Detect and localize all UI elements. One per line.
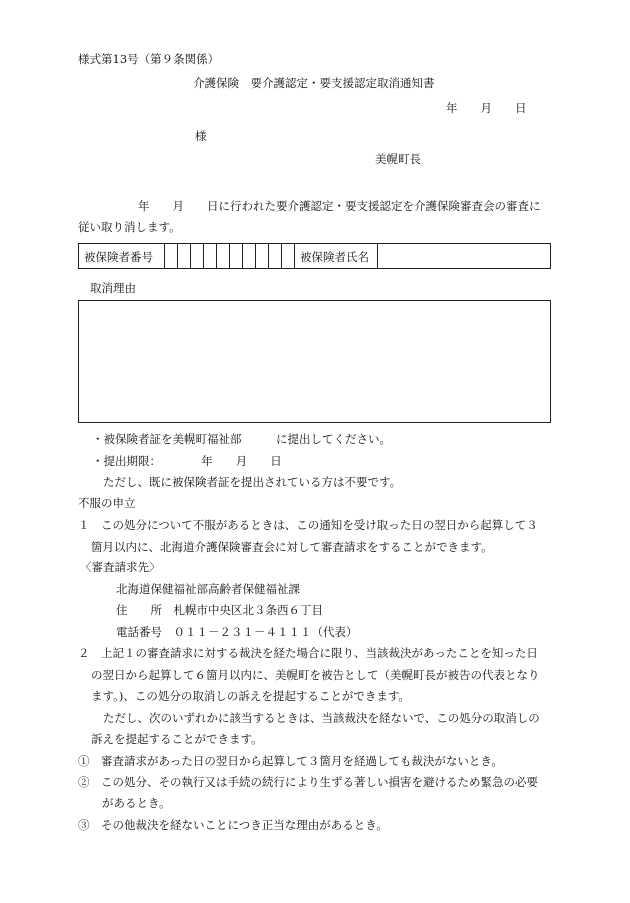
reason-field[interactable] bbox=[78, 300, 551, 423]
insured-number-digit[interactable] bbox=[191, 244, 204, 268]
appeal-case1: ① 審査請求があった日の翌日から起算して３箇月を経過しても裁決がないとき。 bbox=[78, 754, 503, 768]
insured-number-digit[interactable] bbox=[204, 244, 217, 268]
appeal-case2-line1: ② この処分、その執行又は手続の続行により生ずる著しい損害を避けるため緊急の必要 bbox=[78, 775, 538, 789]
appeal-heading: 不服の申立 bbox=[78, 496, 136, 510]
appeal-case2-line2: があるとき。 bbox=[102, 796, 171, 810]
appeal-recipient-heading: 〈審査請求先〉 bbox=[80, 560, 161, 574]
recipient-suffix: 様 bbox=[195, 129, 207, 143]
appeal-case3: ③ その他裁決を経ないことにつき正当な理由があるとき。 bbox=[78, 818, 388, 832]
appeal-item2-note2: 訴えを提起することができます。 bbox=[91, 732, 263, 746]
appeal-office: 北海道保健福祉部高齢者保健福祉課 bbox=[116, 582, 300, 596]
form-number: 様式第13号（第９条関係） bbox=[78, 52, 220, 66]
appeal-item1-line2: 箇月以内に、北海道介護保険審査会に対して審査請求をすることができます。 bbox=[91, 540, 493, 554]
appeal-address: 住 所 札幌市中央区北３条西６丁目 bbox=[116, 603, 323, 617]
appeal-item2-line1: ２ 上記１の審査請求に対する裁決を経た場合に限り、当該裁決があったことを知った日 bbox=[78, 646, 538, 660]
insured-number-digit[interactable] bbox=[165, 244, 178, 268]
insured-name-field[interactable] bbox=[378, 244, 550, 268]
intro-text-line1: 年 月 日に行われた要介護認定・要支援認定を介護保険審査会の審査に bbox=[138, 199, 541, 213]
insured-number-digit[interactable] bbox=[178, 244, 191, 268]
insured-number-digit[interactable] bbox=[217, 244, 230, 268]
submit-deadline: ・提出期限： 年 月 日 bbox=[92, 454, 282, 468]
submit-exception: ただし、既に被保険者証を提出されている方は不要です。 bbox=[103, 475, 402, 489]
insured-number-digit[interactable] bbox=[256, 244, 269, 268]
submit-instruction: ・被保険者証を美幌町福祉部 に提出してください。 bbox=[92, 432, 391, 446]
reason-label: 取消理由 bbox=[90, 281, 136, 295]
insured-number-digit[interactable] bbox=[282, 244, 295, 268]
appeal-item2-line2: の翌日から起算して６箇月以内に、美幌町を被告として（美幌町長が被告の代表となり bbox=[91, 668, 540, 682]
insured-id-table bbox=[78, 243, 551, 269]
intro-text-line2: 従い取り消します。 bbox=[78, 220, 181, 234]
insured-number-digit[interactable] bbox=[269, 244, 282, 268]
insured-number-label: 被保険者番号 bbox=[84, 250, 153, 264]
insured-name-label: 被保険者氏名 bbox=[300, 250, 369, 264]
appeal-item1-line1: １ この処分について不服があるときは、この通知を受け取った日の翌日から起算して３ bbox=[78, 518, 538, 532]
appeal-item2-note1: ただし、次のいずれかに該当するときは、当該裁決を経ないで、この処分の取消しの bbox=[103, 711, 540, 725]
document-title: 介護保険 要介護認定・要支援認定取消通知書 bbox=[193, 76, 435, 90]
appeal-item2-line3: ます。)、この処分の取消しの訴えを提起することができます。 bbox=[91, 689, 410, 703]
insured-number-digit[interactable] bbox=[230, 244, 243, 268]
insured-name-label-cell bbox=[295, 244, 378, 268]
insured-number-label-cell bbox=[79, 244, 165, 268]
insured-number-digit[interactable] bbox=[243, 244, 256, 268]
appeal-phone: 電話番号 ０１１－２３１－４１１１（代表） bbox=[116, 625, 358, 639]
issuer-name: 美幌町長 bbox=[375, 152, 421, 166]
issue-date: 年 月 日 bbox=[446, 101, 527, 115]
